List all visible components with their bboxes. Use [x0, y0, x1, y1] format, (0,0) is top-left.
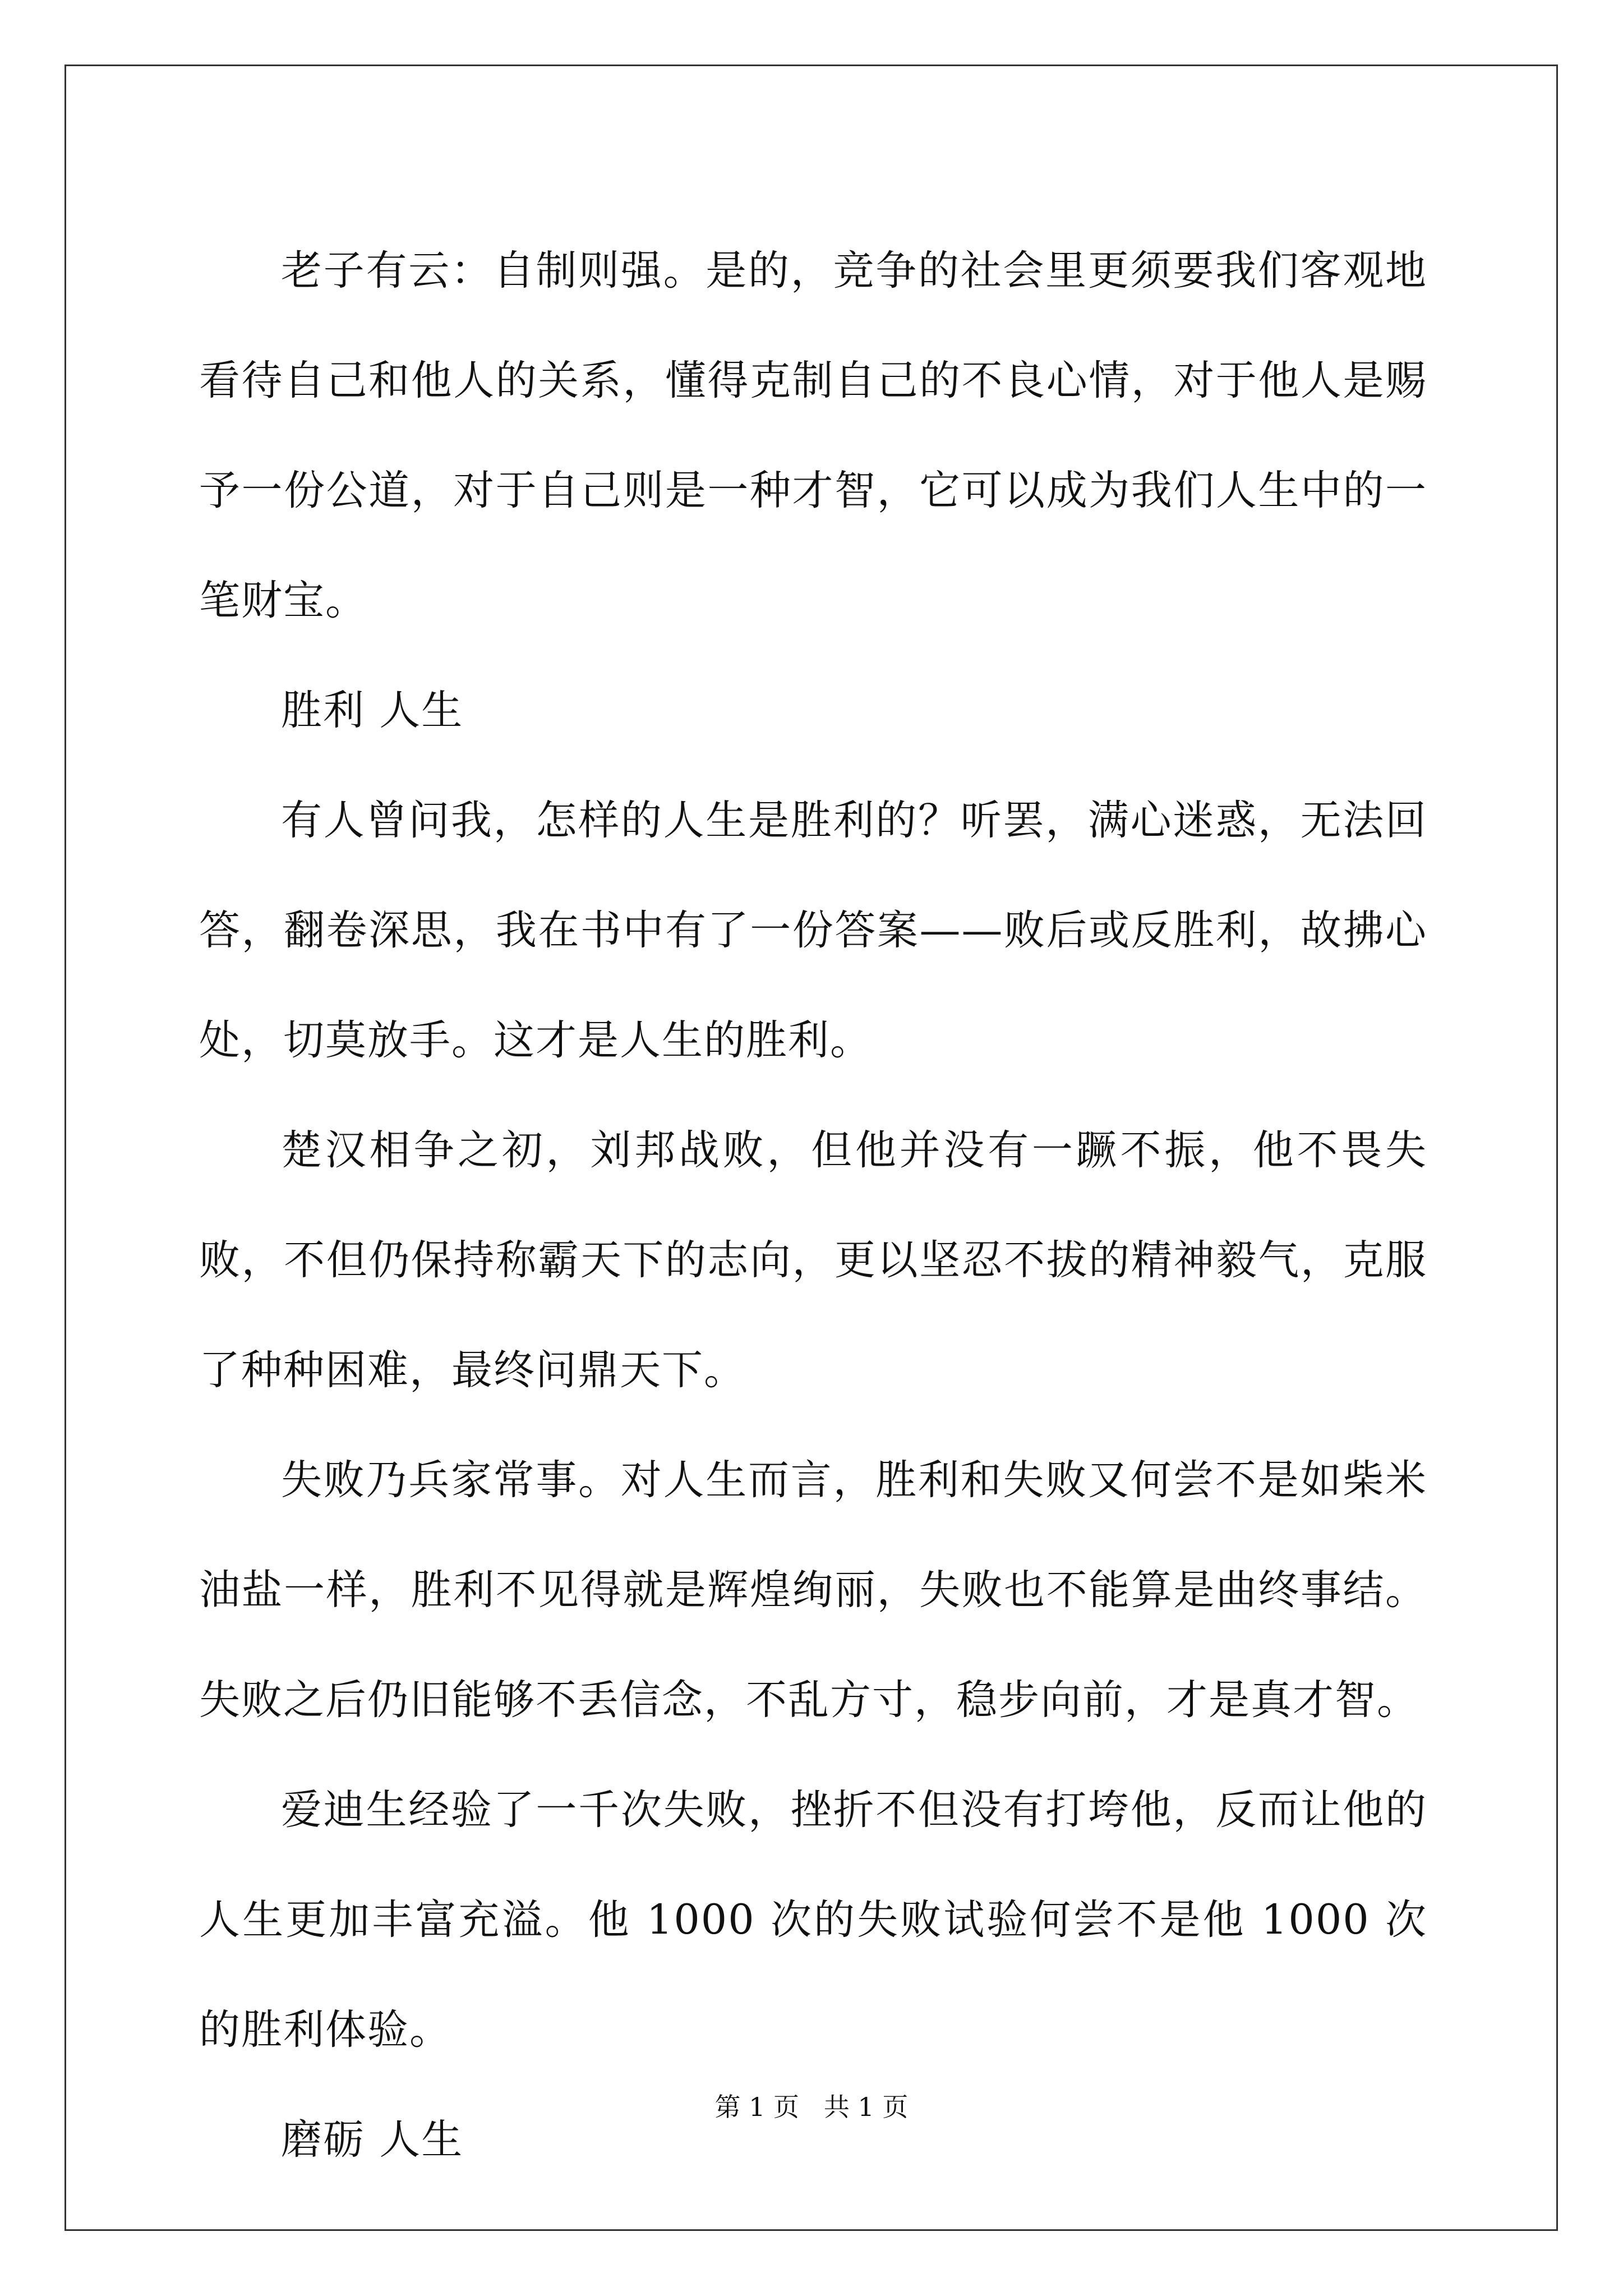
paragraph-question: 有人曾问我，怎样的人生是胜利的？听罢，满心迷惑，无法回答，翻卷深思，我在书中有了一份答案——败后或反胜利，故拂心处，切莫放手。这才是人生的胜利。	[199, 797, 1427, 1064]
paragraph-self-control: 老子有云：自制则强。是的，竞争的社会里更须要我们客观地看待自己和他人的关系，懂得克制自己的不良心情，对于他人是赐予一份公道，对于自己则是一种才智，它可以成为我们人生中的一笔财宝。	[199, 247, 1427, 624]
paragraph-failure: 失败乃兵家常事。对人生而言，胜利和失败又何尝不是如柴米油盐一样，胜利不见得就是辉煌绚丽，失败也不能算是曲终事结。失败之后仍旧能够不丢信念，不乱方寸，稳步向前，才是真才智。	[199, 1456, 1427, 1724]
paragraph-liu-bang: 楚汉相争之初，刘邦战败，但他并没有一蹶不振，他不畏失败，不但仍保持称霸天下的志向，更以坚忍不拔的精神毅气，克服了种种困难，最终问鼎天下。	[199, 1126, 1427, 1394]
paragraph-edison: 爱迪生经验了一千次失败，挫折不但没有打垮他，反而让他的人生更加丰富充溢。他 1000 次的失败试验何尝不是他 1000 次的胜利体验。	[199, 1786, 1427, 2054]
section-heading-hardship: 磨砺 人生	[281, 2116, 464, 2164]
page-footer: 第 1 页 共 1 页	[714, 2092, 909, 2122]
document-body	[199, 216, 1427, 2195]
section-heading-victory: 胜利 人生	[281, 687, 464, 734]
